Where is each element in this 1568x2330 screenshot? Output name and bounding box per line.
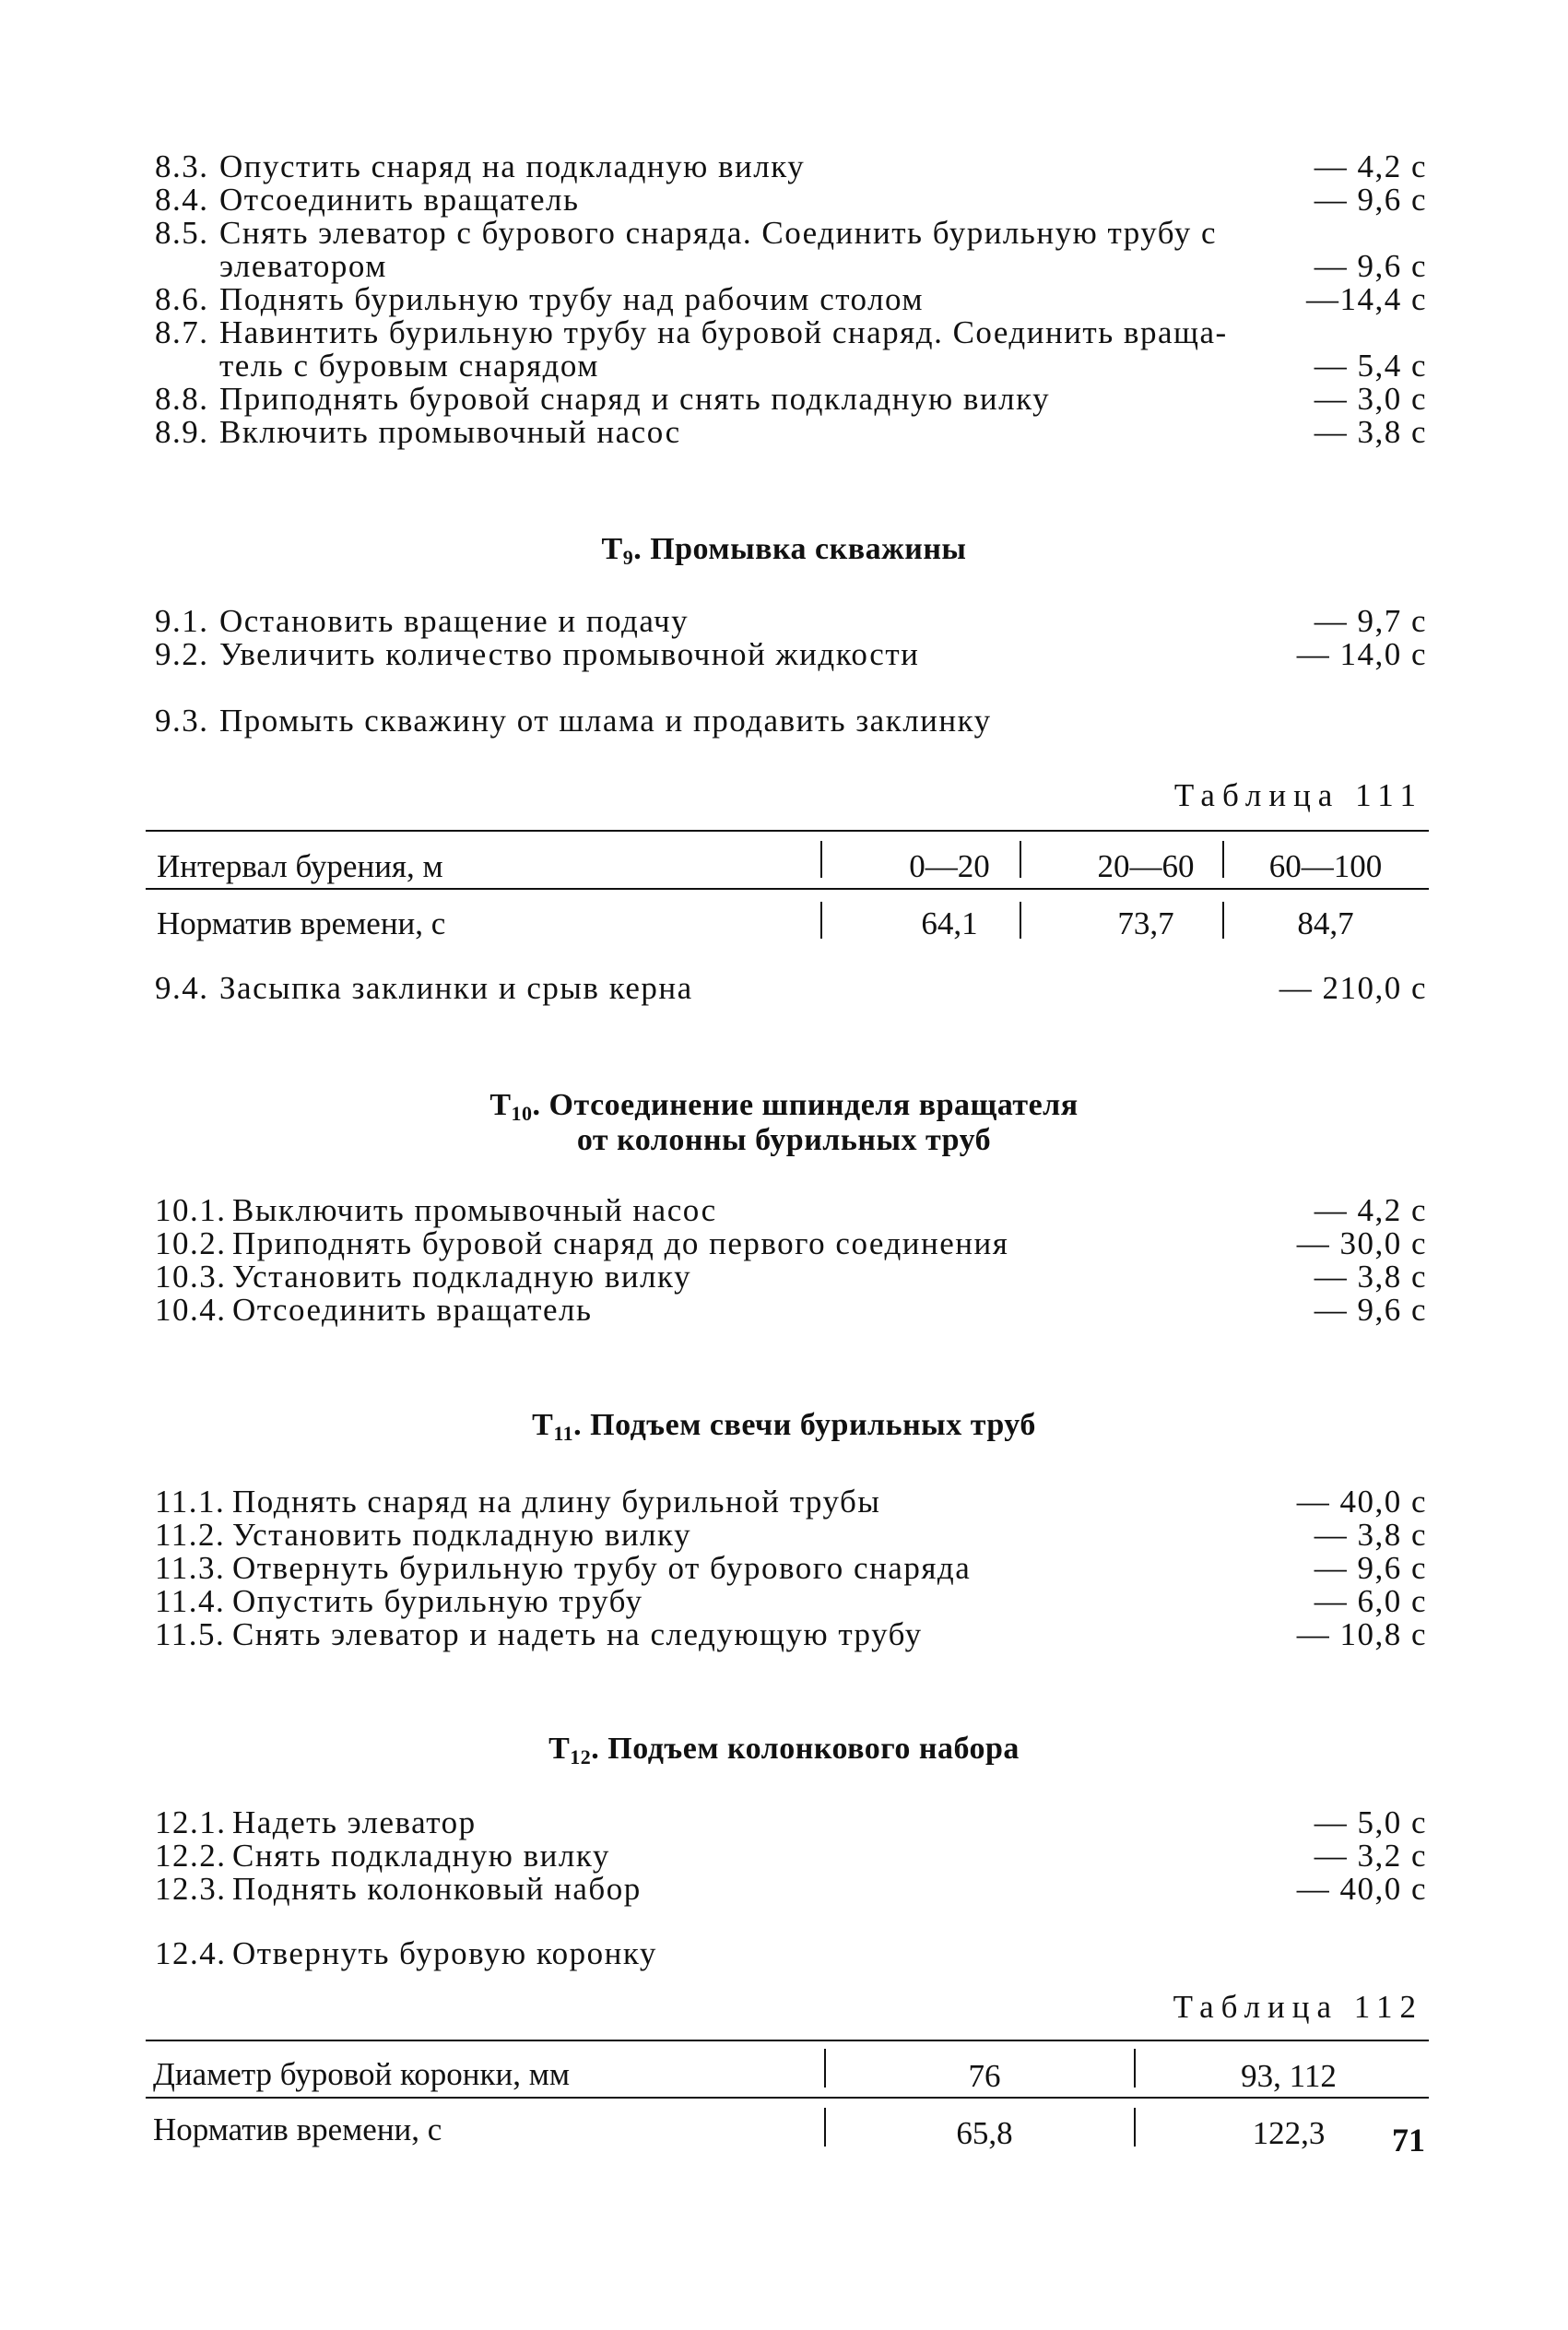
column-divider xyxy=(1222,902,1224,939)
item-value: — 9,6 с xyxy=(1314,1292,1427,1328)
table-row-label: Норматив времени, с xyxy=(153,2111,442,2147)
item-text: Снять подкладную вилку xyxy=(232,1838,610,1874)
item-number: 10.2. xyxy=(155,1225,227,1261)
item-text: Установить подкладную вилку xyxy=(232,1517,692,1553)
list-item xyxy=(155,316,1427,383)
column-divider xyxy=(1020,902,1021,939)
item-number: 9.2. xyxy=(155,636,209,672)
list-item xyxy=(155,1485,1427,1519)
item-text: Отвернуть бурильную трубу от бурового снаряда xyxy=(232,1550,972,1586)
item-value: —14,4 с xyxy=(1305,281,1427,317)
item-number: 8.5. xyxy=(155,215,209,251)
list-item xyxy=(155,1552,1427,1585)
item-number: 9.3. xyxy=(155,703,209,739)
list-item xyxy=(155,1585,1427,1618)
item-text: Надеть элеватор xyxy=(232,1804,477,1840)
item-number: 8.6. xyxy=(155,281,209,317)
table-cell: 73,7 xyxy=(1117,905,1174,941)
table-rule xyxy=(146,2040,1429,2041)
item-text: Остановить вращение и подачу xyxy=(219,603,690,639)
data-table xyxy=(146,830,1429,954)
item-number: 10.3. xyxy=(155,1259,227,1295)
item-value: — 9,6 с xyxy=(1314,248,1427,284)
item-text: Поднять снаряд на длину бурильной трубы xyxy=(232,1484,881,1520)
column-divider xyxy=(1020,841,1021,878)
list-item xyxy=(155,1618,1427,1651)
item-text: Установить подкладную вилку xyxy=(232,1259,692,1295)
item-text-continuation: элеватором xyxy=(219,248,387,284)
item-value: — 3,0 с xyxy=(1314,381,1427,417)
item-text: Отсоединить вращатель xyxy=(219,182,580,218)
list-item xyxy=(155,1937,1427,1970)
item-number: 12.3. xyxy=(155,1871,227,1907)
table-rule xyxy=(146,2097,1429,2099)
table-header-cell: 76 xyxy=(968,2058,1001,2094)
list-item xyxy=(155,217,1427,283)
item-number: 12.2. xyxy=(155,1838,227,1874)
column-divider xyxy=(820,902,822,939)
list-item xyxy=(155,1294,1427,1327)
item-value: — 10,8 с xyxy=(1296,1616,1427,1652)
item-value: — 6,0 с xyxy=(1314,1583,1427,1619)
item-number: 11.1. xyxy=(155,1484,226,1520)
item-number: 11.3. xyxy=(155,1550,226,1586)
item-value: — 30,0 с xyxy=(1296,1225,1427,1261)
item-number: 8.4. xyxy=(155,182,209,218)
list-item xyxy=(155,638,1427,671)
list-item xyxy=(155,383,1427,416)
item-text: Снять элеватор и надеть на следующую трубу xyxy=(232,1616,923,1652)
item-value: — 4,2 с xyxy=(1314,148,1427,184)
item-text: Отвернуть буровую коронку xyxy=(232,1935,657,1971)
table-rule xyxy=(146,830,1429,832)
item-text: Промыть скважину от шлама и продавить заклинку xyxy=(219,703,992,739)
item-value: — 3,2 с xyxy=(1314,1838,1427,1874)
item-text: Поднять бурильную трубу над рабочим столом xyxy=(219,281,925,317)
item-text-continuation: тель с буровым снарядом xyxy=(219,348,599,384)
list-item xyxy=(155,183,1427,217)
item-number: 10.4. xyxy=(155,1292,227,1328)
item-value: — 3,8 с xyxy=(1314,414,1427,450)
item-number: 11.4. xyxy=(155,1583,226,1619)
item-number: 10.1. xyxy=(155,1192,227,1228)
column-divider xyxy=(824,2049,826,2088)
list-item xyxy=(155,605,1427,638)
item-value: — 9,6 с xyxy=(1314,182,1427,218)
item-number: 8.3. xyxy=(155,148,209,184)
list-item xyxy=(155,1839,1427,1873)
item-text: Поднять колонковый набор xyxy=(232,1871,642,1907)
section-heading: $Т_9$. Промывка скважины xyxy=(601,532,967,569)
section-heading: $Т_{12}$. Подъем колонкового набора xyxy=(548,1732,1020,1768)
item-text: Выключить промывочный насос xyxy=(232,1192,717,1228)
column-divider xyxy=(820,841,822,878)
table-header-cell: 60—100 xyxy=(1268,848,1383,884)
item-value: — 9,7 с xyxy=(1314,603,1427,639)
table-header-cell: 93, 112 xyxy=(1241,2058,1337,2094)
item-number: 8.7. xyxy=(155,314,209,350)
item-value: — 5,0 с xyxy=(1314,1804,1427,1840)
item-text: Отсоединить вращатель xyxy=(232,1292,593,1328)
item-value: — 4,2 с xyxy=(1314,1192,1427,1228)
list-item xyxy=(155,1260,1427,1294)
section-heading: $Т_{10}$. Отсоединение шпинделя вращателя xyxy=(489,1088,1079,1125)
item-text: Засыпка заклинки и срыв керна xyxy=(219,970,693,1006)
item-text: Снять элеватор с бурового снаряда. Соединить бурильную трубу с xyxy=(219,215,1218,251)
list-item xyxy=(155,1194,1427,1227)
table-header-cell: 20—60 xyxy=(1097,848,1195,884)
item-text: Навинтить бурильную трубу на буровой снаряд. Соединить враща- xyxy=(219,314,1228,350)
table-row-label: Норматив времени, с xyxy=(157,905,446,941)
table-cell: 122,3 xyxy=(1252,2115,1326,2151)
list-item xyxy=(155,1227,1427,1260)
table-header-label: Интервал бурения, м xyxy=(157,848,443,884)
item-number: 12.4. xyxy=(155,1935,227,1971)
item-text: Увеличить количество промывочной жидкости xyxy=(219,636,920,672)
item-number: 9.4. xyxy=(155,970,209,1006)
item-text: Опустить снаряд на подкладную вилку xyxy=(219,148,806,184)
section-heading: $Т_{11}$. Подъем свечи бурильных труб xyxy=(532,1408,1036,1445)
list-item xyxy=(155,1519,1427,1552)
item-text: Опустить бурильную трубу xyxy=(232,1583,643,1619)
table-caption: Таблица 111 xyxy=(1173,777,1423,813)
list-item xyxy=(155,704,1427,738)
item-value: — 9,6 с xyxy=(1314,1550,1427,1586)
list-item xyxy=(155,1873,1427,1906)
item-value: — 40,0 с xyxy=(1296,1871,1427,1907)
table-caption: Таблица 112 xyxy=(1173,1989,1423,2025)
item-number: 8.8. xyxy=(155,381,209,417)
page-number: 71 xyxy=(1392,2122,1425,2159)
item-value: — 5,4 с xyxy=(1314,348,1427,384)
table-header-label: Диаметр буровой коронки, мм xyxy=(153,2056,571,2092)
column-divider xyxy=(1134,2108,1136,2147)
item-value: — 210,0 с xyxy=(1279,970,1427,1006)
item-value: — 3,8 с xyxy=(1314,1259,1427,1295)
table-header-cell: 0—20 xyxy=(909,848,990,884)
table-cell: 64,1 xyxy=(921,905,978,941)
column-divider xyxy=(1134,2049,1136,2088)
table-rule xyxy=(146,888,1429,890)
list-item xyxy=(155,416,1427,449)
item-value: — 40,0 с xyxy=(1296,1484,1427,1520)
data-table xyxy=(146,2040,1429,2164)
column-divider xyxy=(824,2108,826,2147)
item-number: 9.1. xyxy=(155,603,209,639)
item-value: — 3,8 с xyxy=(1314,1517,1427,1553)
section-heading-line2: от колонны бурильных труб xyxy=(576,1123,992,1157)
list-item xyxy=(155,150,1427,183)
item-number: 11.5. xyxy=(155,1616,226,1652)
item-number: 11.2. xyxy=(155,1517,226,1553)
item-text: Включить промывочный насос xyxy=(219,414,681,450)
list-item xyxy=(155,972,1427,1005)
item-number: 8.9. xyxy=(155,414,209,450)
list-item xyxy=(155,283,1427,316)
item-value: — 14,0 с xyxy=(1296,636,1427,672)
item-text: Приподнять буровой снаряд до первого соединения xyxy=(232,1225,1009,1261)
column-divider xyxy=(1222,841,1224,878)
table-cell: 84,7 xyxy=(1297,905,1354,941)
list-item xyxy=(155,1806,1427,1839)
item-text: Приподнять буровой снаряд и снять подкладную вилку xyxy=(219,381,1051,417)
item-number: 12.1. xyxy=(155,1804,227,1840)
table-cell: 65,8 xyxy=(956,2115,1013,2151)
